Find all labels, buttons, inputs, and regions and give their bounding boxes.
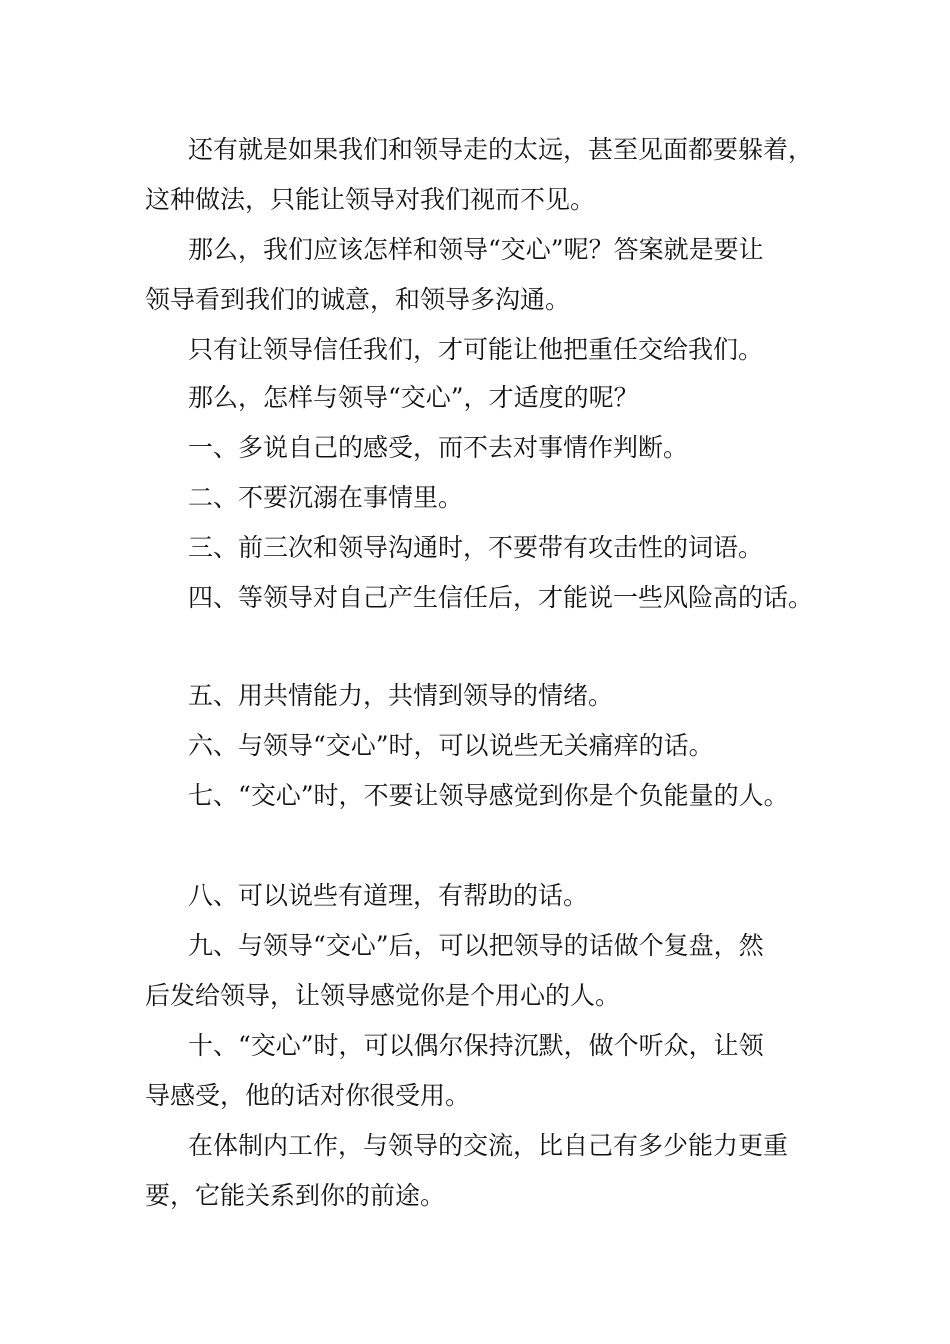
list-item-line: 后发给领导，让领导感觉你是个用心的人。 [145, 981, 621, 1010]
paragraph-line: 那么，我们应该怎样和领导“交心”呢？答案就是要让 [188, 235, 764, 264]
list-item-line: 一、多说自己的感受，而不去对事情作判断。 [188, 433, 689, 462]
list-item-line: 二、不要沉溺在事情里。 [188, 483, 464, 512]
paragraph-line: 那么，怎样与领导“交心”，才适度的呢？ [188, 383, 639, 412]
list-item-line: 五、用共情能力，共情到领导的情绪。 [188, 681, 614, 710]
paragraph-line: 领导看到我们的诚意，和领导多沟通。 [145, 285, 571, 314]
list-item-line: 六、与领导“交心”时，可以说些无关痛痒的话。 [188, 731, 714, 760]
list-item-line: 四、等领导对自己产生信任后，才能说一些风险高的话。 [188, 583, 814, 612]
paragraph-line: 要，它能关系到你的前途。 [145, 1181, 446, 1210]
paragraph-line: 只有让领导信任我们，才可能让他把重任交给我们。 [188, 335, 764, 364]
list-item-line: 十、“交心”时，可以偶尔保持沉默，做个听众，让领 [188, 1031, 764, 1060]
list-item-line: 八、可以说些有道理，有帮助的话。 [188, 881, 589, 910]
list-item-line: 七、“交心”时，不要让领导感觉到你是个负能量的人。 [188, 781, 789, 810]
list-item-line: 九、与领导“交心”后，可以把领导的话做个复盘，然 [188, 931, 764, 960]
list-item-line: 三、前三次和领导沟通时，不要带有攻击性的词语。 [188, 533, 764, 562]
list-item-line: 导感受，他的话对你很受用。 [145, 1081, 471, 1110]
paragraph-line: 还有就是如果我们和领导走的太远，甚至见面都要躲着， [188, 135, 814, 164]
paragraph-line: 在体制内工作，与领导的交流，比自己有多少能力更重 [188, 1131, 789, 1160]
paragraph-line: 这种做法，只能让领导对我们视而不见。 [145, 185, 596, 214]
